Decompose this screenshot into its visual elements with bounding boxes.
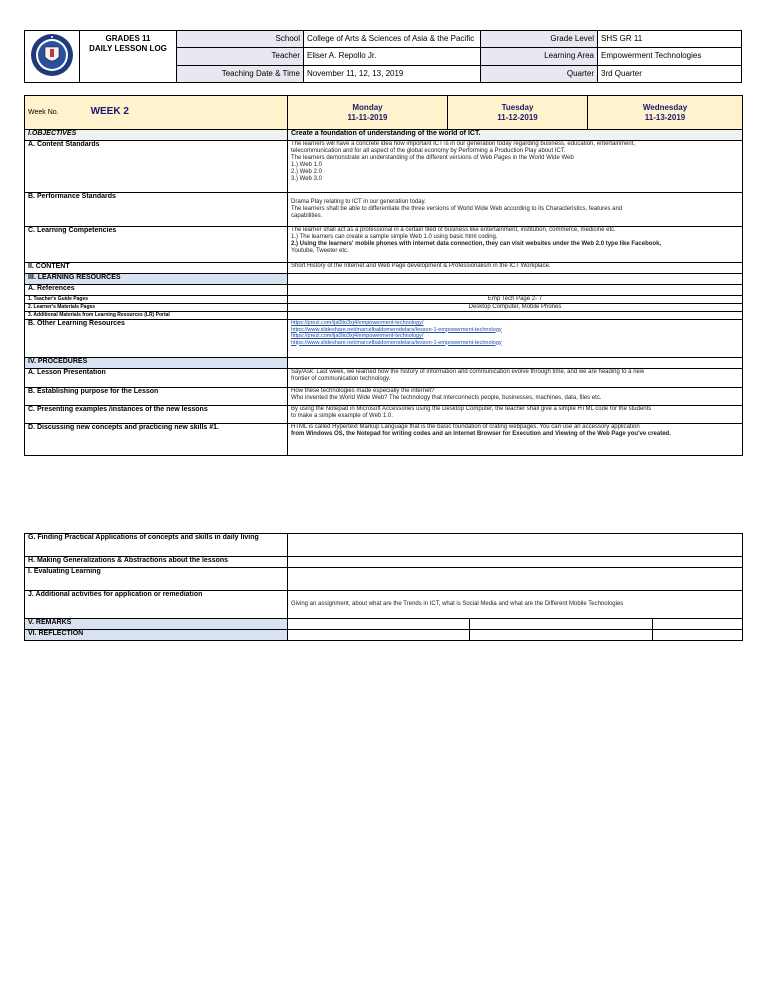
school-value: College of Arts & Sciences of Asia & the Pacific [304, 31, 481, 48]
lesson-presentation-label: A. Lesson Presentation [25, 369, 288, 388]
grade-level-label: Grade Level [481, 31, 598, 48]
resource-link[interactable]: https://www.slideshare.net/marcelbaldomerodelara/lesson-1-empowerment-technology [291, 326, 502, 333]
remarks-tuesday [470, 619, 653, 630]
resource-link[interactable]: https://www.slideshare.net/marcelbaldomerodelara/lesson-1-empowerment-technology [291, 339, 502, 346]
learning-area-label: Learning Area [481, 48, 598, 65]
text-line: Youtube, Tweeter etc. [291, 248, 349, 254]
text-line: 3.) Web 3.0 [291, 176, 322, 182]
school-label: School [177, 31, 304, 48]
text-line: capabilities. [291, 213, 323, 219]
resource-link[interactable]: https://prezi.com/ija0lio3xj4/empowerment-technology/ [291, 333, 424, 339]
reflection-label: VI. REFLECTION [25, 630, 288, 641]
text-line: Who invented the World Wide Web? The technology that interconnects people, businesses, machines, data, files etc. [291, 395, 602, 401]
establishing-purpose-value [288, 388, 743, 406]
other-resources-links [288, 320, 743, 358]
text-line: By using the Notepad in Microsoft Accessories using the Desktop Computer, the teacher shall give a simple HTML code for the students [291, 406, 652, 412]
school-logo-cell [25, 31, 80, 83]
objectives-label: I.OBJECTIVES [25, 130, 288, 141]
additional-materials-empty [288, 312, 743, 320]
lower-table [24, 533, 743, 641]
day-tuesday [448, 96, 588, 130]
resources-label: III. LEARNING RESOURCES [25, 274, 288, 285]
text-line: from Windows OS, the Notepad for writing codes and an Internet Browser for Execution and Viewing of the Web Page you've created. [291, 431, 671, 437]
performance-standards-label: B. Performance Standards [25, 193, 288, 227]
quarter-value: 3rd Quarter [598, 65, 742, 82]
resource-link[interactable]: https://prezi.com/ija0lio3xj4/empowerment-technology/ [291, 320, 424, 326]
learner-materials-label: 2. Learner's Materials Pages [25, 304, 288, 312]
grade-title-cell [80, 31, 177, 83]
presenting-examples-value [288, 406, 743, 424]
reflection-wednesday [653, 630, 743, 641]
procedures-label: IV. PROCEDURES [25, 358, 288, 369]
text-line: The learners demonstrate an understanding of the different versions of Web Pages in the World Wide Web [291, 155, 574, 161]
evaluating-learning-label: I. Evaluating Learning [25, 568, 288, 591]
teacher-label: Teacher [177, 48, 304, 65]
day-name: Tuesday [501, 102, 534, 112]
text-line: Say/Ask: Last week, we learned how the history of information and communication evolve through time, and we are heading to a new [291, 369, 645, 375]
text-line: Drama Play relating to ICT in our generation today. [291, 199, 426, 205]
day-date: 11-11-2019 [347, 112, 388, 122]
grade-level-value: SHS GR 11 [598, 31, 742, 48]
objectives-value: Create a foundation of understanding of the world of ICT. [288, 130, 743, 141]
teacher-value: Eliser A. Repollo Jr. [304, 48, 481, 65]
content-value: Short History of the Internet and Web Page development & Professionalism in the ICT Workplace. [288, 263, 743, 274]
additional-materials-label: 3. Additional Materials from Learning Resources (LR) Portal [25, 312, 288, 320]
text-line: The learners shall be able to differentiate the three versions of World Wide Web according to its Characteristics, features and [291, 206, 623, 212]
lesson-table [24, 95, 743, 456]
evaluating-learning-empty [288, 568, 743, 591]
discussing-concepts-value [288, 424, 743, 456]
discussing-concepts-label: D. Discussing new concepts and practicing new skills #1. [25, 424, 288, 456]
remarks-monday [288, 619, 470, 630]
week-value: WEEK 2 [90, 106, 129, 117]
procedures-empty [288, 358, 743, 369]
grades-title: GRADES 11 [105, 34, 151, 43]
text-line: 1.) The learners can create a sample simple Web 1.0 using basic html coding. [291, 234, 498, 240]
references-empty [288, 285, 743, 296]
date-label: Teaching Date & Time [177, 65, 304, 82]
practical-applications-label: G. Finding Practical Applications of concepts and skills in daily living [25, 534, 288, 557]
day-name: Wednesday [642, 102, 688, 112]
content-standards-label: A. Content Standards [25, 141, 288, 193]
teacher-guide-value: Emp Tech Page 2- 7 [288, 296, 743, 304]
day-date: 11-12-2019 [497, 112, 538, 122]
quarter-label: Quarter [481, 65, 598, 82]
text-line: frontier of communication technology. [291, 376, 391, 382]
content-label: II. CONTENT [25, 263, 288, 274]
resources-empty [288, 274, 743, 285]
competencies-value [288, 227, 743, 263]
additional-activities-value: Giving an assignment, about what are the Trends in ICT, what is Social Media and what are the Different Mobile Technologies [288, 591, 743, 619]
school-seal-icon [30, 33, 74, 77]
competencies-label: C. Learning Competencies [25, 227, 288, 263]
text-line: HTML is called Hypertext Markup Language that is the basic foundation of crating webpages. You can use an accessory application [291, 424, 640, 430]
other-resources-label: B. Other Learning Resources [25, 320, 288, 358]
learner-materials-value: Desktop Computer, Mobile Phones [288, 304, 743, 312]
header-table [24, 30, 742, 83]
teacher-guide-label: 1. Teacher's Guide Pages [25, 296, 288, 304]
day-date: 11-13-2019 [644, 112, 686, 122]
content-standards-value [288, 141, 743, 193]
generalizations-label: H. Making Generalizations & Abstractions about the lessons [25, 557, 288, 568]
performance-standards-value [288, 193, 743, 227]
week-label: Week No. [28, 109, 59, 116]
day-name: Monday [352, 102, 383, 112]
day-wednesday [588, 96, 743, 130]
date-value: November 11, 12, 13, 2019 [304, 65, 481, 82]
presenting-examples-label: C. Presenting examples /instances of the new lessons [25, 406, 288, 424]
lesson-presentation-value [288, 369, 743, 388]
text-line: 2.) Using the learners' mobile phones with internet data connection, they can visit websites under the Web 2.0 type like Facebook, [291, 241, 662, 247]
establishing-purpose-label: B. Establishing purpose for the Lesson [25, 388, 288, 406]
text-line: How these technologies made especially the internet? [291, 388, 435, 394]
references-label: A. References [25, 285, 288, 296]
log-title: DAILY LESSON LOG [89, 44, 167, 53]
text-line: The learners will have a concrete idea how important ICT is in our generation today regarding business, education, entertainment, [291, 141, 636, 147]
learning-area-value: Empowerment Technologies [598, 48, 742, 65]
text-line: 2.) Web 2.0 [291, 169, 322, 175]
text-line: telecommunication and for all aspect of the global economy by Performing a Production Play about ICT. [291, 148, 566, 154]
additional-activities-label: J. Additional activities for application or remediation [25, 591, 288, 619]
text-line: 1.) Web 1.0 [291, 162, 322, 168]
generalizations-empty [288, 557, 743, 568]
day-monday [288, 96, 448, 130]
remarks-label: V. REMARKS [25, 619, 288, 630]
reflection-monday [288, 630, 470, 641]
reflection-tuesday [470, 630, 653, 641]
week-cell [25, 96, 288, 130]
remarks-wednesday [653, 619, 743, 630]
text-line: to make a simple example of Web 1.0. [291, 413, 393, 419]
practical-applications-empty [288, 534, 743, 557]
text-line: The learner shall act as a professional in a certain filed of business like entertainment, institution, commerce, medicine etc. [291, 227, 616, 233]
